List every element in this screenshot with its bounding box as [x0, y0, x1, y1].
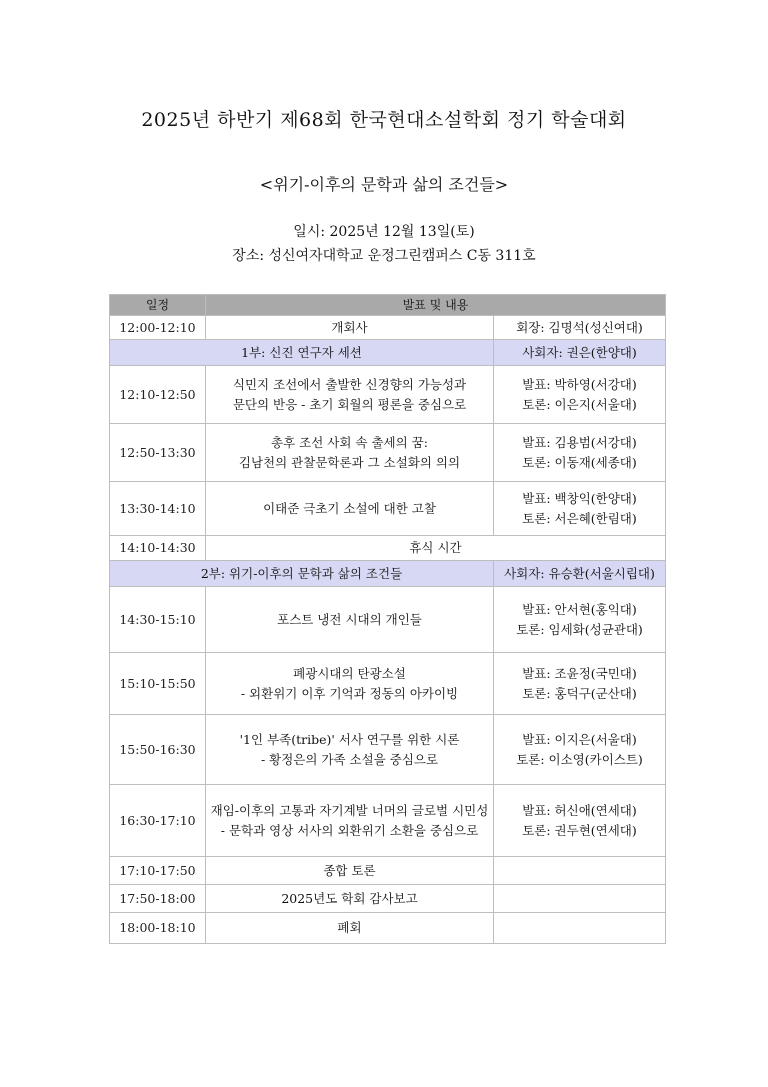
- schedule-table: [109, 294, 666, 944]
- cell-line: 발표: 백창익(한양대): [522, 490, 637, 506]
- time-cell: 18:00-18:10: [110, 913, 206, 944]
- cell-line: '1인 부족(tribe)' 서사 연구를 위한 시론: [239, 731, 460, 747]
- section-row: [110, 561, 666, 587]
- time-cell: 12:00-12:10: [110, 316, 206, 340]
- cell-line: - 외환위기 이후 기억과 정동의 아카이빙: [240, 685, 459, 701]
- content-cell: [206, 424, 494, 482]
- section-title-cell: [110, 340, 494, 366]
- presenter-cell: [494, 587, 666, 653]
- table-row: [110, 653, 666, 715]
- cell-line: 2부: 위기-이후의 문학과 삶의 조건들: [200, 565, 403, 581]
- table-row: [110, 424, 666, 482]
- section-row: [110, 340, 666, 366]
- table-header-row: [110, 295, 666, 316]
- section-title-cell: [110, 561, 494, 587]
- table-row: [110, 857, 666, 885]
- table-row: [110, 536, 666, 561]
- table-row: [110, 316, 666, 340]
- cell-line: 발표: 김용범(서강대): [522, 434, 637, 450]
- presenter-cell: [494, 653, 666, 715]
- cell-line: 김남천의 관찰문학론과 그 소설화의 의의: [238, 454, 461, 470]
- cell-line: 발표: 이지은(서울대): [522, 731, 637, 747]
- cell-line: 이태준 극초기 소설에 대한 고찰: [263, 500, 436, 516]
- presenter-cell: [494, 366, 666, 424]
- table-row: [110, 587, 666, 653]
- cell-line: 휴식 시간: [409, 540, 462, 555]
- content-cell: [206, 587, 494, 653]
- header-content: 발표 및 내용: [206, 295, 666, 316]
- content-cell: [206, 885, 494, 913]
- header-schedule: 일정: [110, 295, 206, 316]
- time-cell: 16:30-17:10: [110, 785, 206, 857]
- break-cell: [206, 536, 666, 561]
- document-subtitle: <위기-이후의 문학과 삶의 조건들>: [259, 175, 509, 194]
- cell-line: 토론: 서은혜(한림대): [522, 510, 637, 526]
- content-cell: [206, 857, 494, 885]
- time-cell: 17:50-18:00: [110, 885, 206, 913]
- time-cell: 14:10-14:30: [110, 536, 206, 561]
- cell-line: 재임-이후의 고통과 자기계발 너머의 글로벌 시민성: [210, 802, 489, 818]
- table-row: [110, 715, 666, 785]
- cell-line: 식민지 조선에서 출발한 신경향의 가능성과: [232, 376, 467, 392]
- schedule-body: [110, 316, 666, 944]
- presenter-cell: [494, 482, 666, 536]
- table-row: [110, 913, 666, 944]
- table-row: [110, 482, 666, 536]
- cell-line: 토론: 홍덕구(군산대): [522, 685, 637, 701]
- venue-line: 장소: 성신여자대학교 운정그린캠퍼스 C동 311호: [232, 248, 536, 264]
- time-cell: 13:30-14:10: [110, 482, 206, 536]
- time-cell: 12:50-13:30: [110, 424, 206, 482]
- time-cell: 15:10-15:50: [110, 653, 206, 715]
- content-cell: [206, 913, 494, 944]
- date-line: 일시: 2025년 12월 13일(토): [293, 224, 475, 240]
- cell-line: 사회자: 유승환(서울시립대): [504, 565, 655, 581]
- content-cell: [206, 482, 494, 536]
- document-title: 2025년 하반기 제68회 한국현대소설학회 정기 학술대회: [141, 109, 627, 131]
- cell-line: 종합 토론: [323, 862, 376, 878]
- cell-line: 1부: 신진 연구자 세션: [241, 344, 362, 360]
- time-cell: 14:30-15:10: [110, 587, 206, 653]
- table-row: [110, 366, 666, 424]
- cell-line: 포스트 냉전 시대의 개인들: [277, 611, 422, 627]
- cell-line: 사회자: 권은(한양대): [522, 344, 637, 360]
- time-cell: 12:10-12:50: [110, 366, 206, 424]
- content-cell: [206, 715, 494, 785]
- cell-line: 2025년도 학회 감사보고: [281, 890, 418, 906]
- presenter-cell: [494, 785, 666, 857]
- cell-line: 발표: 허신애(연세대): [522, 802, 637, 818]
- cell-line: 발표: 박하영(서강대): [522, 376, 637, 392]
- cell-line: 폐광시대의 탄광소설: [293, 665, 406, 681]
- presenter-cell: [494, 424, 666, 482]
- content-cell: [206, 785, 494, 857]
- content-cell: [206, 316, 494, 340]
- cell-line: 토론: 권두현(연세대): [522, 822, 637, 838]
- cell-line: - 문학과 영상 서사의 외환위기 소환을 중심으로: [220, 822, 479, 838]
- cell-line: 문단의 반응 - 초기 회월의 평론을 중심으로: [232, 396, 467, 412]
- cell-line: 총후 조선 사회 속 출세의 꿈:: [271, 434, 428, 450]
- time-cell: 15:50-16:30: [110, 715, 206, 785]
- presenter-cell: [494, 885, 666, 913]
- moderator-cell: [494, 561, 666, 587]
- presenter-cell: [494, 316, 666, 340]
- content-cell: [206, 653, 494, 715]
- cell-line: 토론: 이동재(세종대): [522, 454, 637, 470]
- cell-line: 토론: 이은지(서울대): [522, 396, 637, 412]
- cell-line: 폐회: [337, 920, 362, 935]
- cell-line: - 황정은의 가족 소설을 중심으로: [260, 751, 439, 767]
- presenter-cell: [494, 913, 666, 944]
- cell-line: 발표: 안서현(홍익대): [522, 601, 637, 617]
- presenter-cell: [494, 857, 666, 885]
- time-cell: 17:10-17:50: [110, 857, 206, 885]
- cell-line: 개회사: [331, 319, 368, 335]
- content-cell: [206, 366, 494, 424]
- presenter-cell: [494, 715, 666, 785]
- cell-line: 토론: 임세화(성균관대): [516, 621, 643, 637]
- cell-line: 회장: 김명석(성신여대): [516, 319, 643, 335]
- table-row: [110, 785, 666, 857]
- table-row: [110, 885, 666, 913]
- cell-line: 토론: 이소영(카이스트): [516, 751, 643, 767]
- moderator-cell: [494, 340, 666, 366]
- cell-line: 발표: 조윤정(국민대): [522, 665, 637, 681]
